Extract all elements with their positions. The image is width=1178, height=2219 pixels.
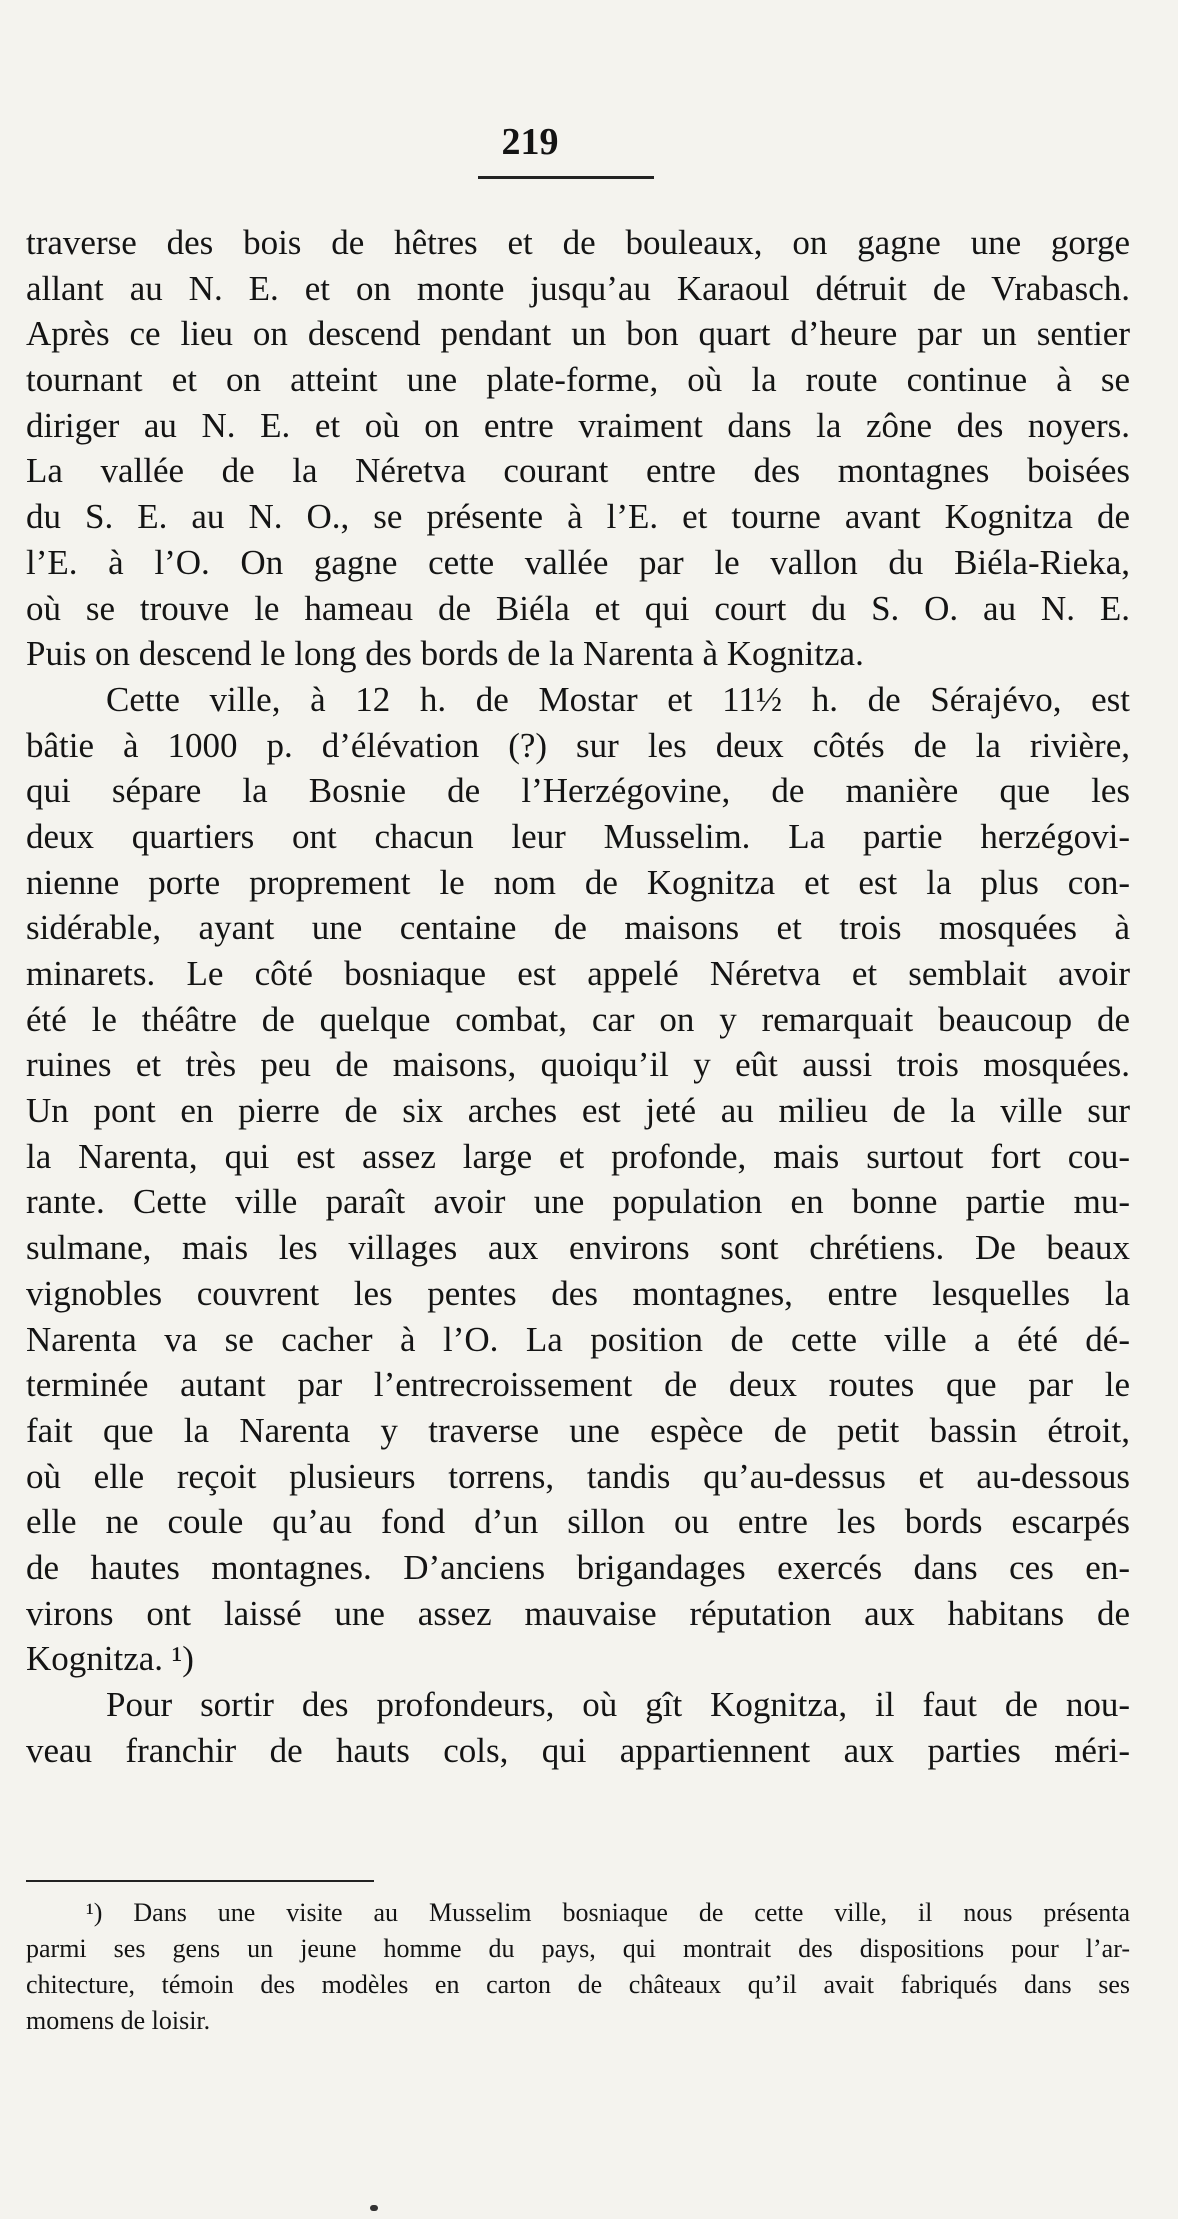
- text-line: deux quartiers ont chacun leur Musselim. La partie herzégovi-: [26, 816, 1130, 856]
- text-line: Kognitza. ¹): [26, 1639, 194, 1679]
- text-line: Puis on descend le long des bords de la Narenta à Kognitza.: [26, 634, 864, 674]
- text-line: terminée autant par l’entrecroissement de deux routes que par le: [26, 1365, 1130, 1405]
- text-line: Après ce lieu on descend pendant un bon quart d’heure par un sentier: [26, 314, 1130, 354]
- text-line: la Narenta, qui est assez large et profonde, mais surtout fort cou-: [26, 1136, 1130, 1176]
- footnotes: [26, 1895, 1130, 2039]
- text-line: La vallée de la Néretva courant entre des montagnes boisées: [26, 451, 1130, 491]
- text-line: où se trouve le hameau de Biéla et qui court du S. O. au N. E.: [26, 588, 1130, 628]
- text-line: Cette ville, à 12 h. de Mostar et 11½ h. de Sérajévo, est: [106, 679, 1130, 719]
- text-line: de hautes montagnes. D’anciens brigandages exercés dans ces en-: [26, 1547, 1130, 1587]
- text-line: sulmane, mais les villages aux environs sont chrétiens. De beaux: [26, 1228, 1130, 1268]
- text-line: bâtie à 1000 p. d’élévation (?) sur les deux côtés de la rivière,: [26, 725, 1130, 765]
- text-line: nienne porte proprement le nom de Kognitza et est la plus con-: [26, 862, 1130, 902]
- body-text: [26, 220, 1130, 1770]
- text-line: Un pont en pierre de six arches est jeté au milieu de la ville sur: [26, 1091, 1130, 1131]
- text-line: du S. E. au N. O., se présente à l’E. et tourne avant Kognitza de: [26, 497, 1130, 537]
- text-line: sidérable, ayant une centaine de maisons et trois mosquées à: [26, 908, 1130, 948]
- footnote-line: chitecture, témoin des modèles en carton de châteaux qu’il avait fabriqués dans ses: [26, 1970, 1130, 1999]
- text-line: Narenta va se cacher à l’O. La position de cette ville a été dé-: [26, 1319, 1130, 1359]
- text-line: où elle reçoit plusieurs torrens, tandis qu’au-dessus et au-dessous: [26, 1456, 1130, 1496]
- text-line: vignobles couvrent les pentes des montagnes, entre lesquelles la: [26, 1273, 1130, 1313]
- footnote-line: ¹) Dans une visite au Musselim bosniaque de cette ville, il nous présenta: [86, 1898, 1130, 1927]
- text-line: tournant et on atteint une plate-forme, où la route continue à se: [26, 360, 1130, 400]
- footnote-line: parmi ses gens un jeune homme du pays, qui montrait des dispositions pour l’ar-: [26, 1934, 1130, 1963]
- text-line: qui sépare la Bosnie de l’Herzégovine, de manière que les: [26, 771, 1130, 811]
- text-line: minarets. Le côté bosniaque est appelé Néretva et semblait avoir: [26, 954, 1130, 993]
- text-line: veau franchir de hauts cols, qui appartiennent aux parties méri-: [26, 1730, 1130, 1770]
- text-line: ruines et très peu de maisons, quoiqu’il y eût aussi trois mosquées.: [26, 1045, 1130, 1085]
- text-line: allant au N. E. et on monte jusqu’au Karaoul détruit de Vrabasch.: [26, 268, 1130, 308]
- page-number: 219: [501, 121, 559, 163]
- text-line: Pour sortir des profondeurs, où gît Kognitza, il faut de nou-: [106, 1685, 1130, 1724]
- footnote-rule: [26, 1880, 374, 1882]
- text-line: été le théâtre de quelque combat, car on y remarquait beaucoup de: [26, 999, 1130, 1039]
- header-rule: [478, 176, 654, 179]
- text-line: l’E. à l’O. On gagne cette vallée par le vallon du Biéla-Rieka,: [26, 542, 1130, 582]
- footnote-line: momens de loisir.: [26, 2006, 211, 2035]
- text-line: virons ont laissé une assez mauvaise réputation aux habitans de: [26, 1593, 1130, 1633]
- text-line: traverse des bois de hêtres et de bouleaux, on gagne une gorge: [26, 223, 1130, 262]
- text-line: elle ne coule qu’au fond d’un sillon ou entre les bords escarpés: [26, 1502, 1130, 1542]
- text-line: diriger au N. E. et où on entre vraiment dans la zône des noyers.: [26, 405, 1130, 445]
- printer-mark: [370, 2205, 378, 2211]
- text-line: rante. Cette ville paraît avoir une population en bonne partie mu-: [26, 1182, 1130, 1222]
- text-line: fait que la Narenta y traverse une espèce de petit bassin étroit,: [26, 1410, 1130, 1450]
